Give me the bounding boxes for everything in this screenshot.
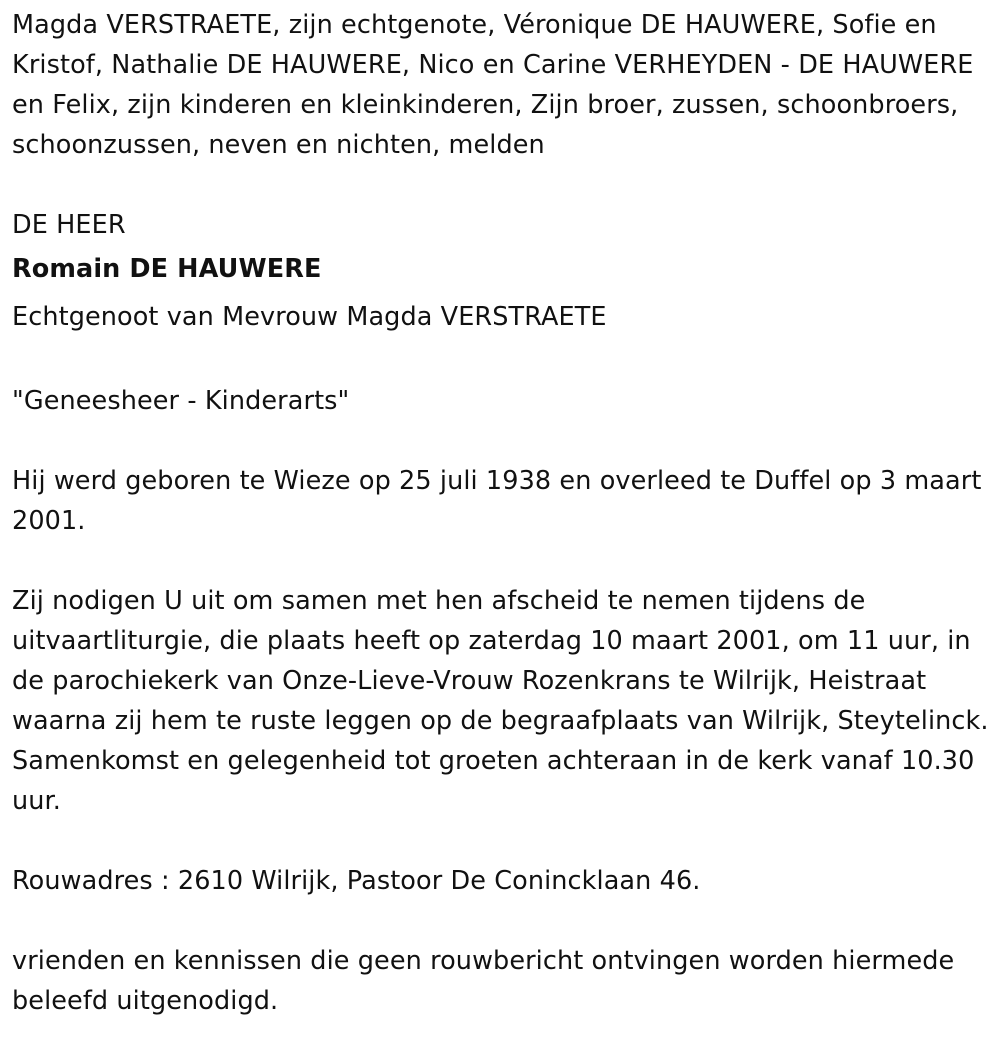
spacer [12,541,994,581]
ceremony-paragraph: Zij nodigen U uit om samen met hen afscheid te nemen tijdens de uitvaartliturgie, die plaats heeft op zaterdag 10 maart 2001, om 11 uur, in de parochiekerk van Onze-Lieve-Vrouw Rozenkrans te Wilrijk, Heistraat waarna zij hem te ruste leggen op de begraafplaats van Wilrijk, Steytelinck. Samenkomst en gelegenheid tot groeten achteraan in de kerk vanaf 10.30 uur. [12,586,989,816]
spouse-line: Echtgenoot van Mevrouw Magda VERSTRAETE [12,302,607,332]
spacer [12,901,994,941]
deceased-name: Romain DE HAUWERE [12,254,322,284]
honorific-title: DE HEER [12,210,126,240]
obituary-document [12,5,994,1021]
profession-line: "Geneesheer - Kinderarts" [12,386,350,416]
spacer [12,165,994,205]
spacer [12,821,994,861]
closing-paragraph: vrienden en kennissen die geen rouwbericht ontvingen worden hiermede beleefd uitgenodigd. [12,946,955,1016]
birth-death-paragraph: Hij werd geboren te Wieze op 25 juli 1938 en overleed te Duffel op 3 maart 2001. [12,466,982,536]
mourning-address: Rouwadres : 2610 Wilrijk, Pastoor De Conincklaan 46. [12,866,701,896]
spacer [12,341,994,381]
intro-paragraph: Magda VERSTRAETE, zijn echtgenote, Véronique DE HAUWERE, Sofie en Kristof, Nathalie DE HAUWERE, Nico en Carine VERHEYDEN - DE HAUWERE en Felix, zijn kinderen en kleinkinderen, Zijn broer, zussen, schoonbroers, schoonzussen, neven en nichten, melden [12,10,974,160]
spacer [12,421,994,461]
